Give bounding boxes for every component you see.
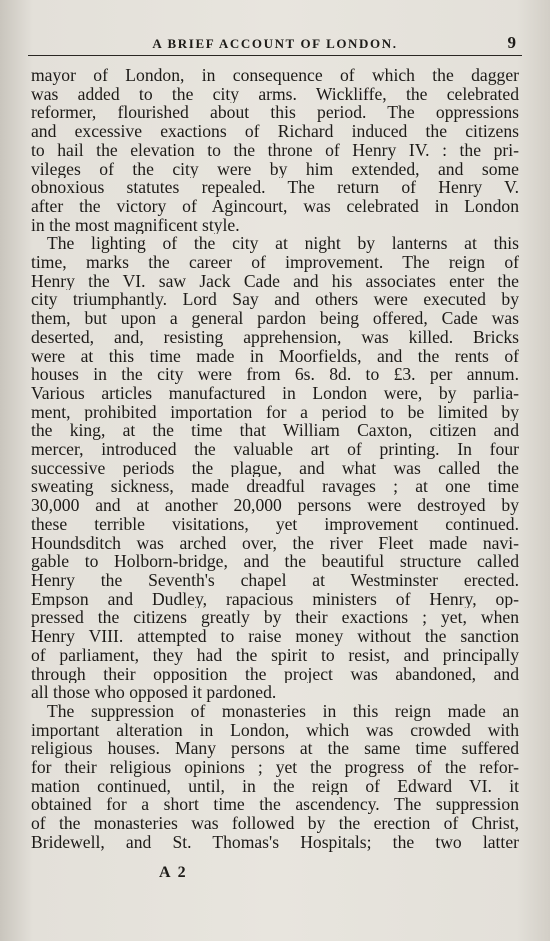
text-line: mercer, introduced the valuable art of printing. In four bbox=[31, 440, 519, 459]
text-line: sweating sickness, made dreadful ravages ; at one time bbox=[31, 477, 519, 497]
running-head bbox=[30, 34, 520, 54]
text-line: mation continued, until, in the reign of Edward VI. it bbox=[31, 776, 519, 796]
text-line: Various articles manufactured in London were, by parlia- bbox=[31, 383, 519, 403]
text-line: to hail the elevation to the throne of Henry IV. : the pri- bbox=[31, 140, 519, 160]
text-line: houses in the city were from 6s. 8d. to £3. per annum. bbox=[31, 365, 519, 384]
page-number: 9 bbox=[507, 33, 516, 52]
text-line: of parliament, they had the spirit to resist, and principally bbox=[31, 645, 519, 665]
text-line: mayor of London, in consequence of which the dagger bbox=[31, 66, 519, 85]
text-line: The suppression of monasteries in this reign made an bbox=[47, 701, 519, 721]
text-line: Empson and Dudley, rapacious ministers of Henry, op- bbox=[31, 589, 519, 609]
text-line: important alteration in London, which was crowded with bbox=[31, 720, 519, 740]
text-line: them, but upon a general pardon being offered, Cade was bbox=[31, 309, 519, 328]
text-line: Bridewell, and St. Thomas's Hospitals; the two latter bbox=[31, 832, 519, 852]
text-line: city triumphantly. Lord Say and others were executed by bbox=[31, 290, 519, 310]
text-line: the king, at the time that William Caxton, citizen and bbox=[31, 421, 519, 441]
text-line: Houndsditch was arched over, the river Fleet made navi- bbox=[31, 533, 519, 553]
text-line: these terrible visitations, yet improvement continued. bbox=[31, 514, 519, 534]
body-text bbox=[31, 66, 519, 852]
text-line: Henry VIII. attempted to raise money without the sanction bbox=[31, 627, 519, 646]
text-line: religious houses. Many persons at the same time suffered bbox=[31, 739, 519, 759]
text-line: The lighting of the city at night by lanterns at this bbox=[47, 234, 519, 254]
text-line: pressed the citizens greatly by their exactions ; yet, when bbox=[31, 608, 519, 628]
text-line: were at this time made in Moorfields, and the rents of bbox=[31, 346, 519, 366]
text-line: of the monasteries was followed by the erection of Christ, bbox=[31, 814, 519, 833]
text-line: 30,000 and at another 20,000 persons were destroyed by bbox=[31, 496, 519, 515]
text-line: ment, prohibited importation for a period to be limited by bbox=[31, 402, 519, 422]
signature-mark: A 2 bbox=[159, 864, 188, 881]
text-line: was added to the city arms. Wickliffe, the celebrated bbox=[31, 84, 519, 104]
text-line: time, marks the career of improvement. The reign of bbox=[31, 253, 519, 272]
text-line: for their religious opinions ; yet the progress of the refor- bbox=[31, 758, 519, 777]
text-line: successive periods the plague, and what was called the bbox=[31, 458, 519, 478]
text-line: obtained for a short time the ascendency. The suppression bbox=[31, 795, 519, 815]
text-line: Henry the Seventh's chapel at Westminster erected. bbox=[31, 570, 519, 590]
text-line: reformer, flourished about this period. The oppressions bbox=[31, 103, 519, 123]
running-title: A BRIEF ACCOUNT OF LONDON. bbox=[152, 36, 398, 51]
text-line: in the most magnificent style. bbox=[31, 215, 240, 235]
text-line: and excessive exactions of Richard induced the citizens bbox=[31, 122, 519, 141]
text-line: Henry the VI. saw Jack Cade and his associates enter the bbox=[31, 271, 519, 291]
text-line: after the victory of Agincourt, was celebrated in London bbox=[31, 196, 519, 216]
text-line: all those who opposed it pardoned. bbox=[31, 683, 277, 702]
text-line: vileges of the city were by him extended, and some bbox=[31, 159, 519, 179]
text-line: gable to Holborn-bridge, and the beautiful structure called bbox=[31, 552, 519, 571]
header-rule bbox=[28, 55, 522, 56]
text-line: obnoxious statutes repealed. The return of Henry V. bbox=[31, 178, 519, 197]
text-line: deserted, and, resisting apprehension, was killed. Bricks bbox=[31, 327, 519, 347]
text-line: through their opposition the project was abandoned, and bbox=[31, 664, 519, 684]
